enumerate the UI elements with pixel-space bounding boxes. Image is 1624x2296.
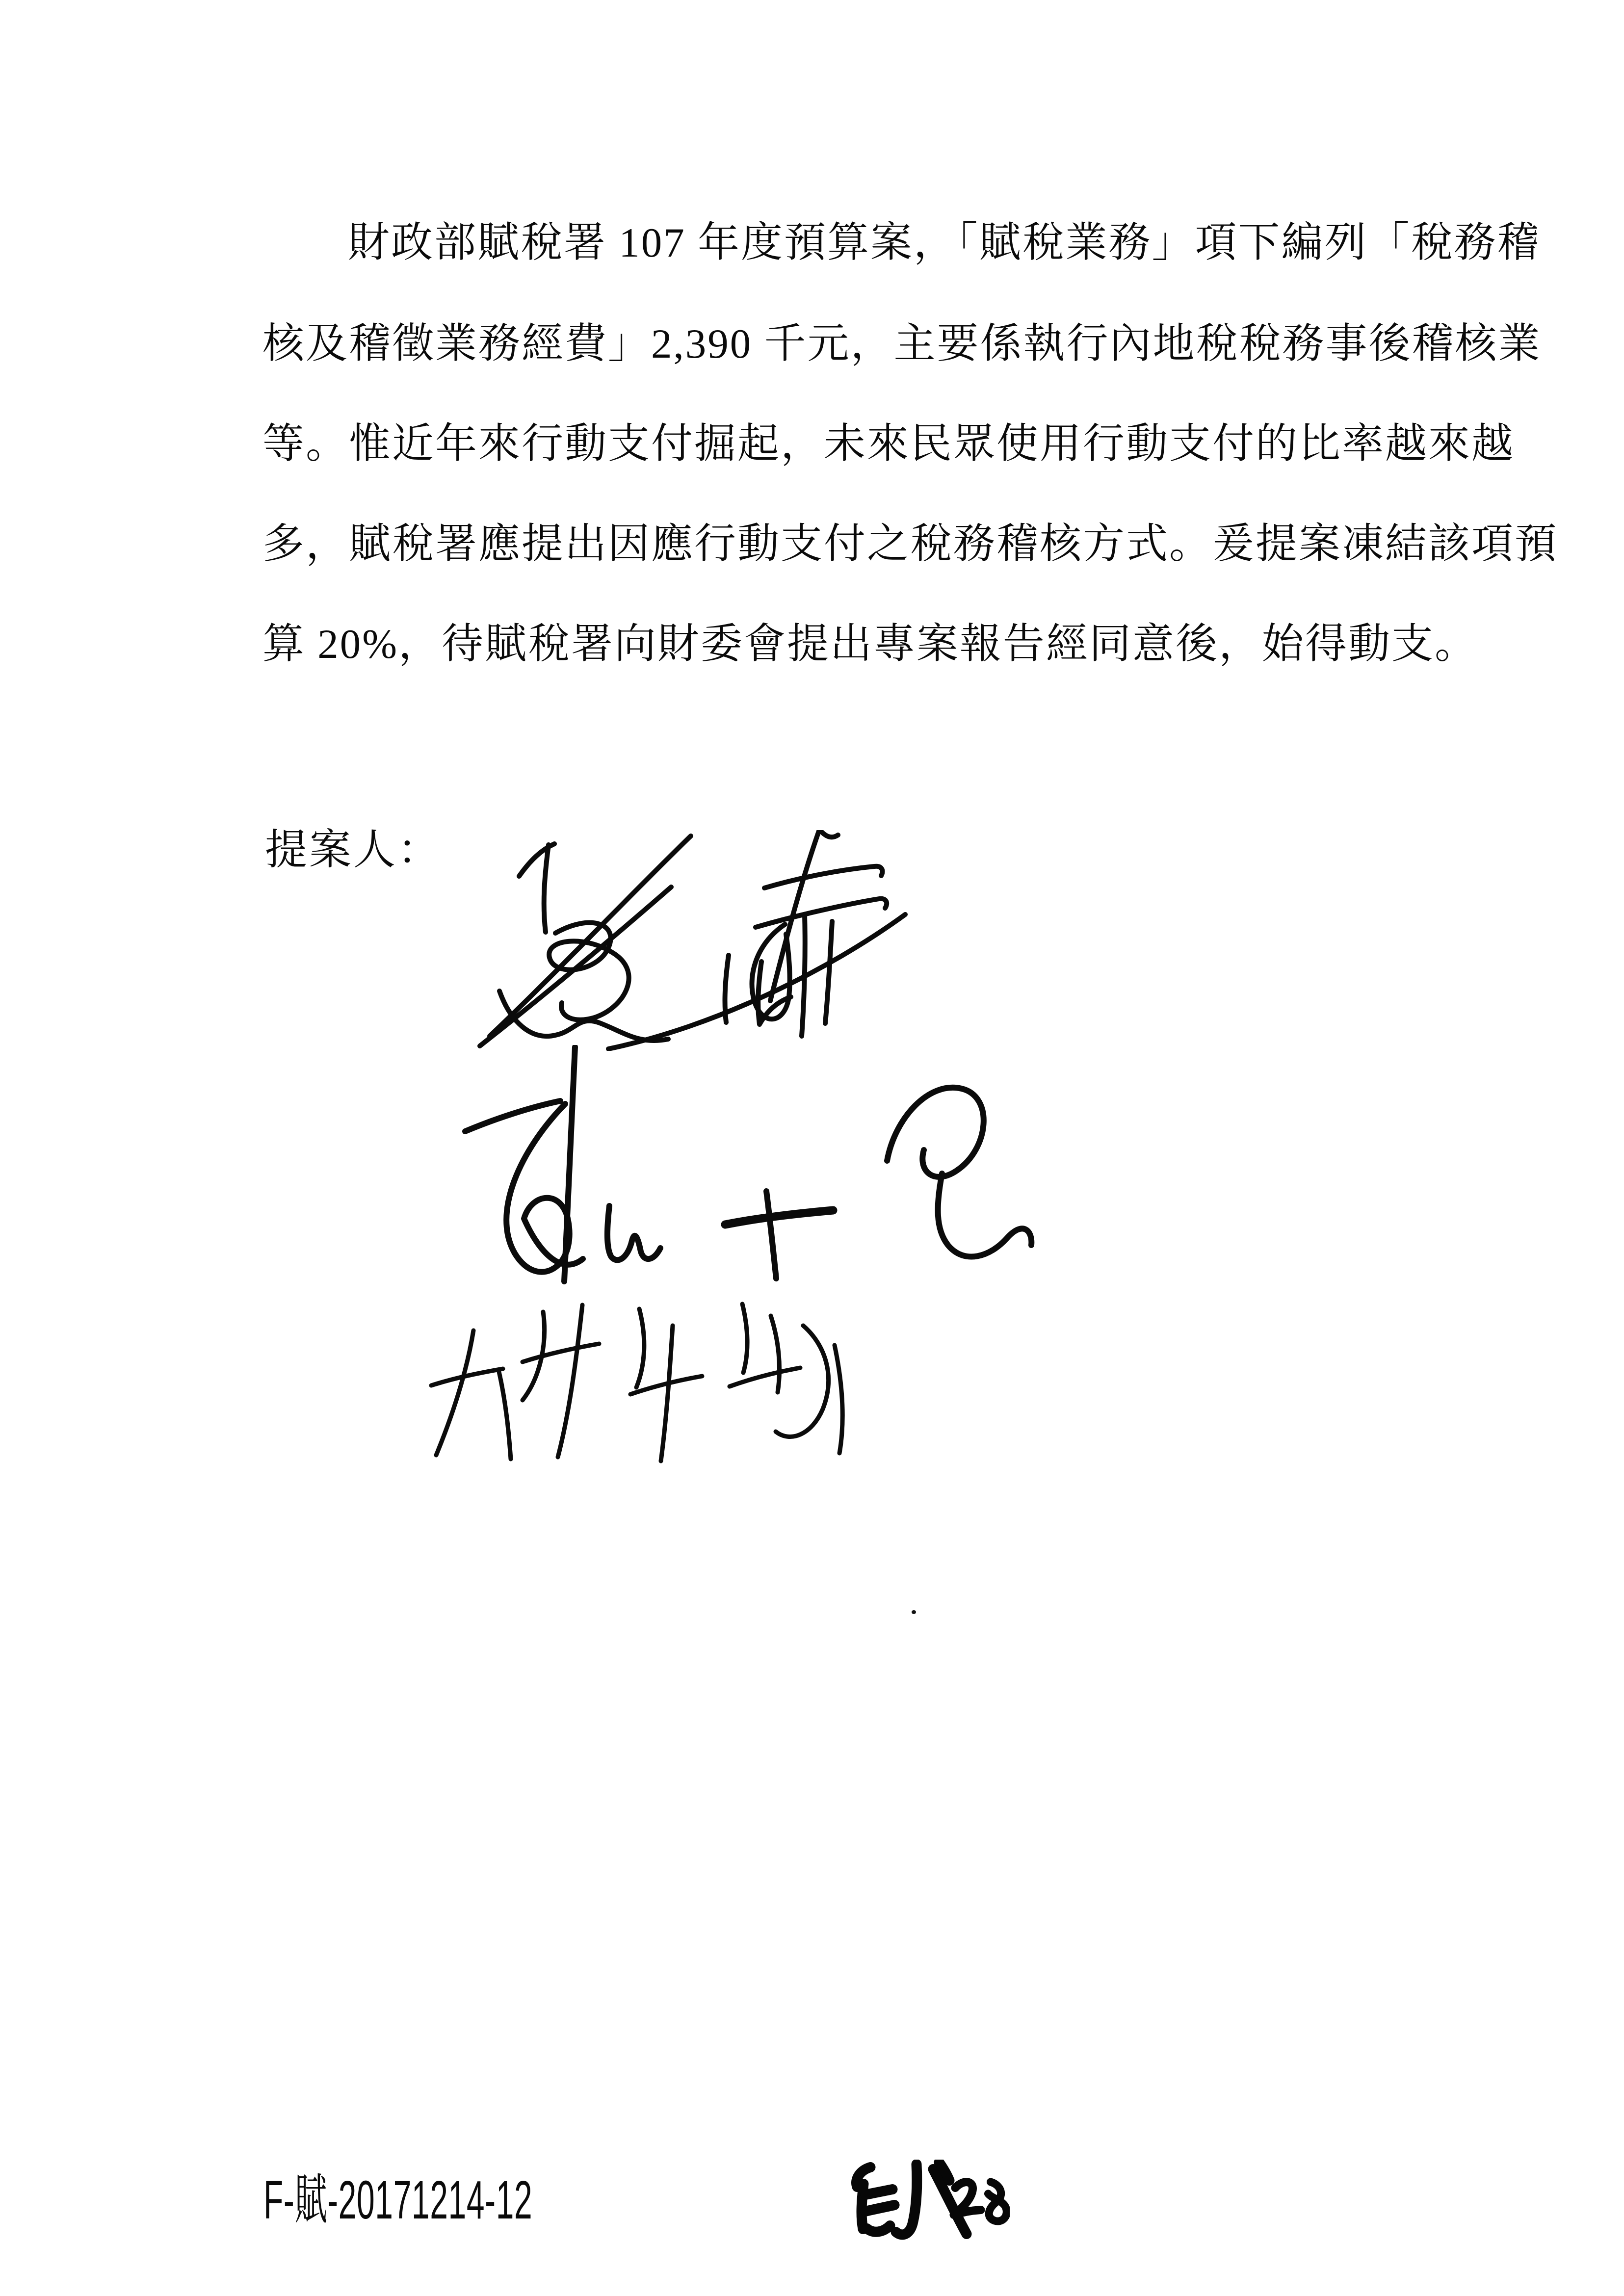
signature-fei-hung-tai (461, 830, 913, 1051)
proposer-label: 提案人： (265, 826, 442, 873)
paragraph-line-3: 等。惟近年來行動支付掘起，未來民眾使用行動支付的比率越來越 (262, 421, 1515, 467)
paragraph-line-2: 核及稽徵業務經費」2,390 千元，主要係執行內地稅稅務事後稽核業 (262, 321, 1542, 367)
signature-lai-shyh-bao (451, 1045, 1035, 1290)
paragraph-line-5: 算 20%，待賦稅署向財委會提出專案報告經同意後，始得動支。 (262, 621, 1478, 667)
scan-speck (912, 1610, 916, 1614)
signature-lin-te-fu (424, 1299, 851, 1463)
paragraph-line-1: 財政部賦稅署 107 年度預算案，「賦稅業務」項下編列「稅務稽 (348, 220, 1541, 266)
footer-document-code: F-賦-20171214-12 (263, 2170, 533, 2230)
paragraph-line-4: 多，賦稅署應提出因應行動支付之稅務稽核方式。爰提案凍結該項預 (262, 521, 1558, 567)
handwritten-page-mark (843, 2160, 1010, 2242)
